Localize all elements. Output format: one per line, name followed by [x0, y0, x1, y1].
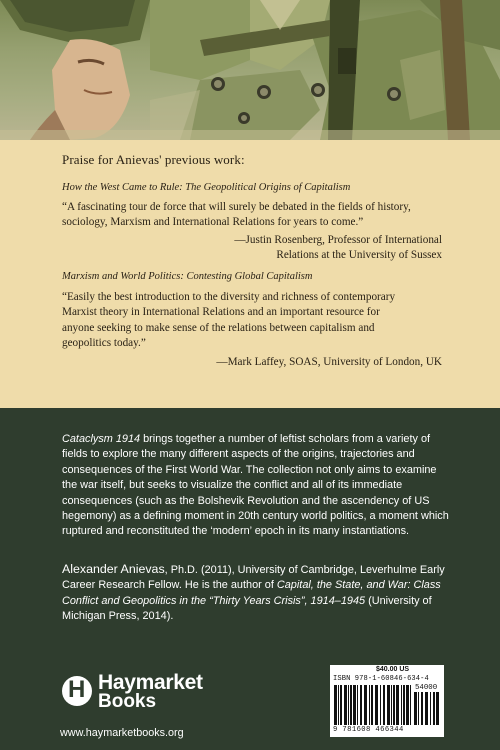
quote-line: Marxist theory in International Relations and an important resource for	[62, 306, 380, 319]
price: $40.00 US	[376, 666, 410, 673]
author-book-title: Capital, the State, and War: Class Conflict and Geopolitics in the “Thirty Years Crisis”, 1914–1945	[62, 579, 441, 607]
ean-number: 9 781608 466344	[333, 726, 404, 734]
publisher-name: Haymarket	[98, 671, 203, 694]
author-name: Alexander Anievas	[62, 562, 165, 576]
addon-barcode-icon	[414, 692, 441, 725]
praise-heading: Praise for Anievas' previous work:	[62, 152, 245, 167]
quote-line: geopolitics today.”	[62, 337, 146, 350]
publisher-website: www.haymarketbooks.org	[60, 727, 184, 739]
quote-line: anyone seeking to make sense of the relations between capitalism and	[62, 321, 375, 334]
barcode-label	[330, 665, 444, 737]
cover-painting	[0, 0, 500, 140]
quote-line: sociology, Marxism and International Relations for years to come.”	[62, 216, 364, 229]
attribution-line: Relations at the University of Sussex	[276, 249, 442, 262]
attribution-line: —Mark Laffey, SOAS, University of London, UK	[216, 356, 442, 368]
praise-panel	[0, 140, 500, 408]
review-attribution	[216, 355, 442, 370]
publisher-imprint: Books	[98, 691, 157, 712]
praised-book-title: Marxism and World Politics: Contesting Global Capitalism	[62, 271, 313, 282]
quote-line: “A fascinating tour de force that will surely be debated in the fields of history,	[62, 201, 411, 213]
isbn: ISBN 978-1-60846-634-4	[333, 675, 429, 683]
review-quote	[62, 290, 454, 352]
quote-line: “Easily the best introduction to the diversity and richness of contemporary	[62, 291, 396, 303]
publisher-logo	[56, 670, 226, 720]
author-bio-text: , Ph.D. (2011), University of Cambridge, Leverhulme Early Career Research Fellow. He is the author of	[62, 564, 445, 592]
addon-code: 54000	[415, 684, 438, 692]
description-text: brings together a number of leftist scholars from a variety of fields to explore the many different aspects of the origins, trajectories and consequences of the First World War. The collection not only aims to examine the war itself, but seeks to visualize the conflict and all of its immediate consequences (such as the Bolshevik Revolution and the ascendency of US hegemony) as a defining moment in 20th century world politics, a moment which ruptured and reconstituted the ‘modern’ epoch in its many instantiations.	[62, 433, 449, 538]
author-bio-text-end: (University of Michigan Press, 2014).	[62, 594, 432, 623]
author-bio	[62, 562, 454, 625]
book-description	[62, 432, 454, 540]
review-quote	[62, 200, 454, 231]
attribution-line: —Justin Rosenberg, Professor of International	[234, 234, 442, 246]
ean-barcode-icon	[334, 685, 412, 725]
description-panel	[0, 408, 500, 750]
haymarket-logo-icon: H	[62, 676, 92, 706]
praised-book-title: How the West Came to Rule: The Geopolitical Origins of Capitalism	[62, 182, 351, 193]
review-attribution	[234, 233, 442, 264]
book-title: Cataclysm 1914	[62, 433, 141, 445]
